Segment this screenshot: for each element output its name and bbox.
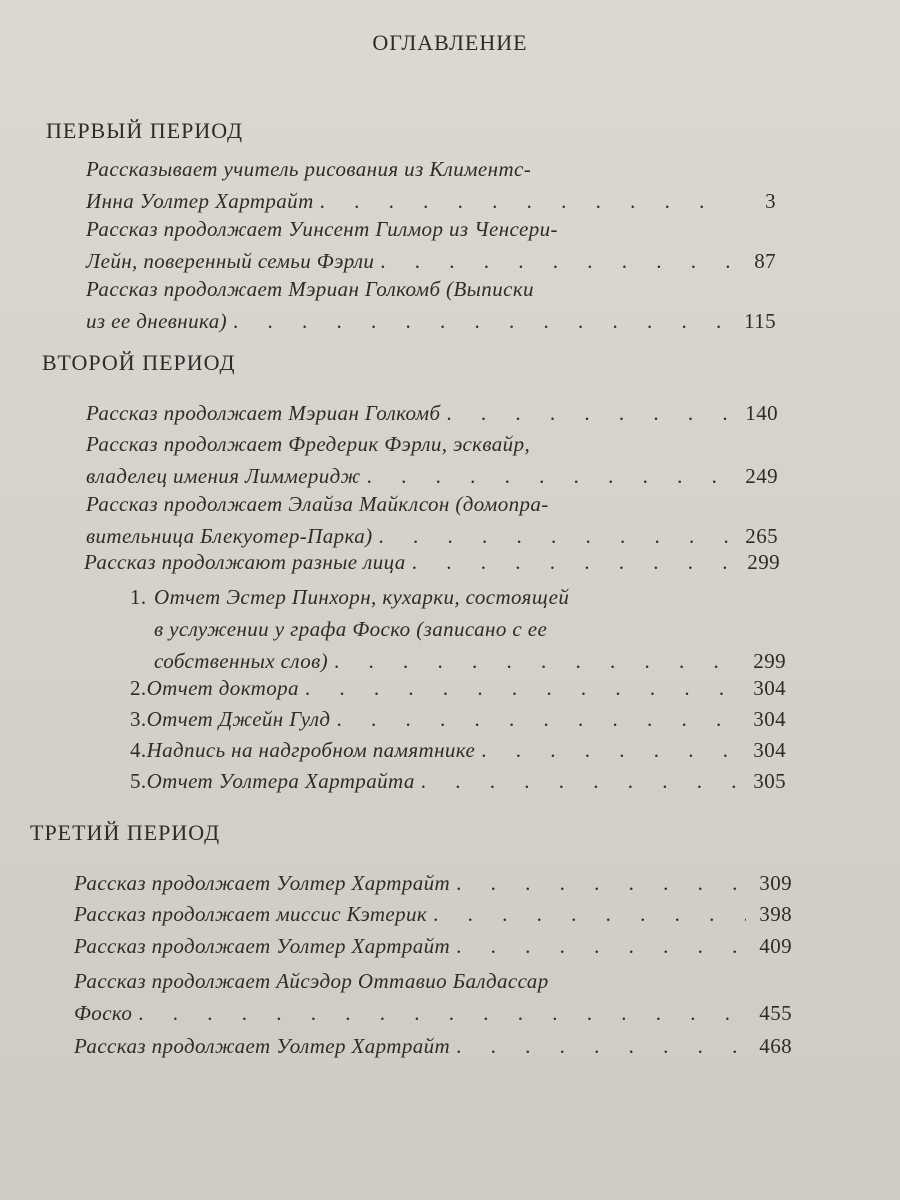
toc-entry: [86, 428, 778, 492]
leader-dots: [446, 397, 732, 429]
toc-subentry: [130, 672, 786, 704]
toc-entry-line: [86, 397, 778, 429]
toc-entry-text: Рассказ продолжает Уолтер Хартрайт: [74, 871, 451, 895]
page-number: 299: [753, 649, 786, 673]
toc-entry-line: [86, 273, 776, 305]
toc-entry-line: [86, 488, 778, 520]
page-number: 115: [744, 309, 776, 333]
toc-entry-text: в услужении у графа Фоско (записано с ее: [154, 617, 548, 641]
toc-entry-line: [74, 1030, 792, 1062]
toc-entry-text: Рассказ продолжает Уинсент Гилмор из Ченсери-: [86, 217, 558, 241]
toc-entry-line: [130, 703, 786, 735]
page-number: 265: [745, 524, 778, 548]
toc-entry-line: [130, 672, 786, 704]
page-number: 140: [745, 401, 778, 425]
toc-entry-text: Рассказ продолжает Уолтер Хартрайт: [74, 1034, 451, 1058]
toc-entry: [86, 213, 776, 277]
page-number: 249: [745, 464, 778, 488]
toc-entry-text: Рассказ продолжает Мэриан Голкомб: [86, 401, 441, 425]
toc-entry-line: [84, 546, 780, 578]
toc-entry-text: Рассказ продолжает Айсэдор Оттавио Балдассар: [74, 969, 549, 993]
toc-entry-text: Инна Уолтер Хартрайт: [86, 189, 314, 213]
leader-dots: [456, 930, 746, 962]
toc-entry-text: Рассказ продолжает Мэриан Голкомб (Выписки: [86, 277, 534, 301]
toc-entry-line: [130, 613, 786, 645]
toc-entry: [86, 397, 778, 429]
toc-entry-line: [86, 213, 776, 245]
toc-subentry: [130, 734, 786, 766]
page-number: 299: [747, 550, 780, 574]
page-title: ОГЛАВЛЕНИЕ: [372, 30, 528, 55]
page-number: 304: [753, 738, 786, 762]
page-number: 455: [759, 1001, 792, 1025]
leader-dots: [336, 703, 740, 735]
page-number: 398: [759, 902, 792, 926]
toc-entry-line: [130, 734, 786, 766]
toc-entry-text: владелец имения Лиммеридж: [86, 464, 361, 488]
page-number: 309: [759, 871, 792, 895]
toc-entry-text: Рассказывает учитель рисования из Климентс-: [86, 157, 532, 181]
leader-dots: [421, 765, 740, 797]
toc-entry: [74, 1030, 792, 1062]
toc-entry-text: Рассказ продолжает Фредерик Фэрли, эсквайр,: [86, 432, 531, 456]
page-number: 87: [754, 249, 776, 273]
leader-dots: [138, 997, 746, 1029]
toc-entry-line: [130, 581, 786, 613]
toc-entry-text: Отчет Эстер Пинхорн, кухарки, состоящей: [154, 585, 570, 609]
toc-entry: [74, 965, 792, 1029]
subentry-number: 5.: [130, 769, 147, 793]
subentry-number: 1.: [130, 585, 147, 609]
section-heading-second-period: ВТОРОЙ ПЕРИОД: [42, 350, 236, 375]
toc-entry: [74, 867, 792, 899]
toc-entry: [74, 930, 792, 962]
toc-entry-text: собственных слов): [154, 649, 329, 673]
toc-entry-text: Фоско: [74, 1001, 133, 1025]
toc-subentry: [130, 581, 786, 677]
subentry-number: 2.: [130, 676, 147, 700]
toc-entry-text: Рассказ продолжает Элайза Майклсон (домопра-: [86, 492, 549, 516]
toc-entry: [86, 273, 776, 337]
toc-entry-text: Лейн, поверенный семьи Фэрли: [86, 249, 375, 273]
toc-subentry: [130, 765, 786, 797]
page-number: 305: [753, 769, 786, 793]
page-number: 468: [759, 1034, 792, 1058]
toc-entry: [84, 546, 780, 578]
page-number: 409: [759, 934, 792, 958]
toc-entry-text: Отчет доктора: [146, 676, 299, 700]
toc-entry-text: из ее дневника): [86, 309, 228, 333]
leader-dots: [481, 734, 740, 766]
toc-entry-line: [74, 997, 792, 1029]
leader-dots: [412, 546, 734, 578]
toc-entry-line: [86, 428, 778, 460]
section-heading-first-period: ПЕРВЫЙ ПЕРИОД: [46, 118, 244, 143]
page-number: 304: [753, 676, 786, 700]
toc-entry-text: вительница Блекуотер-Парка): [86, 524, 373, 548]
toc-entry-line: [74, 867, 792, 899]
toc-entry-text: Надпись на надгробном памятнике: [146, 738, 476, 762]
leader-dots: [305, 672, 740, 704]
toc-entry-text: Отчет Джейн Гулд: [146, 707, 331, 731]
subentry-number: 4.: [130, 738, 147, 762]
toc-subentry: [130, 703, 786, 735]
toc-entry-line: [74, 930, 792, 962]
toc-entry: [74, 898, 792, 930]
toc-entry-text: Рассказ продолжает миссис Кэтерик: [74, 902, 428, 926]
toc-entry-line: [86, 305, 776, 337]
toc-entry: [86, 488, 778, 552]
toc-entry-line: [74, 898, 792, 930]
subentry-number: 3.: [130, 707, 147, 731]
toc-entry-text: Рассказ продолжают разные лица: [84, 550, 406, 574]
leader-dots: [456, 1030, 746, 1062]
toc-entry-line: [74, 965, 792, 997]
page-number: 3: [765, 189, 776, 213]
leader-dots: [233, 305, 730, 337]
leader-dots: [456, 867, 746, 899]
leader-dots: [433, 898, 746, 930]
toc-entry-line: [86, 153, 776, 185]
section-heading-third-period: ТРЕТИЙ ПЕРИОД: [30, 820, 221, 845]
toc-entry-text: Рассказ продолжает Уолтер Хартрайт: [74, 934, 451, 958]
page-number: 304: [753, 707, 786, 731]
toc-entry-text: Отчет Уолтера Хартрайта: [146, 769, 415, 793]
toc-entry-line: [130, 765, 786, 797]
toc-entry: [86, 153, 776, 217]
